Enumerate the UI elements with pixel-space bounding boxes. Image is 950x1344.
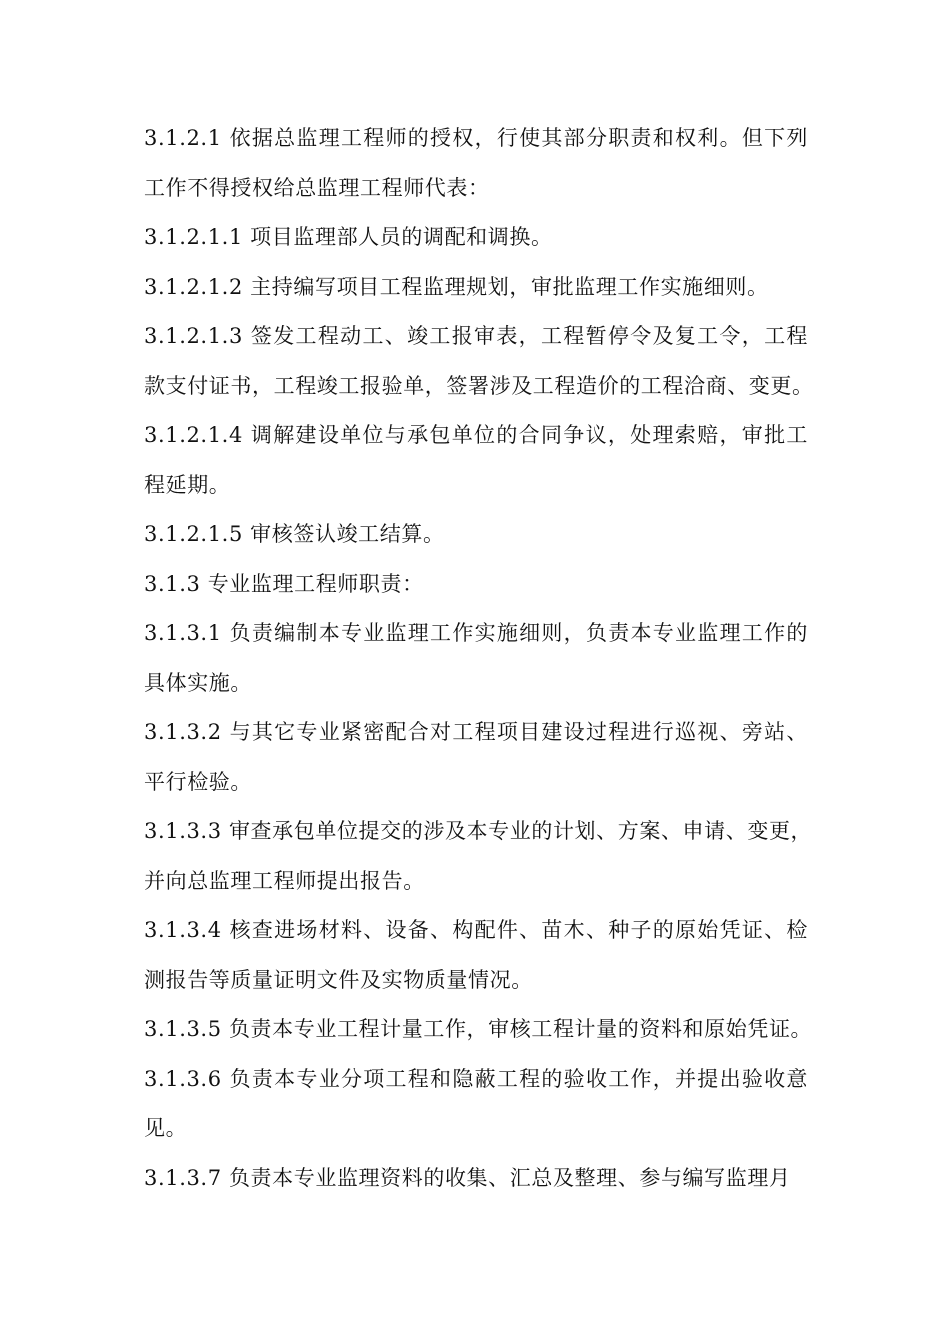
text-line: 3.1.3 专业监理工程师职责：	[144, 571, 424, 596]
text-line: 见。	[144, 1116, 188, 1140]
paragraph	[144, 807, 813, 906]
paragraph	[144, 906, 808, 1005]
paragraph	[144, 312, 814, 411]
text-line: 具体实施。	[144, 670, 252, 695]
paragraph	[144, 213, 808, 263]
text-line: 3.1.3.2 与其它专业紧密配合对工程项目建设过程进行巡视、旁站、	[144, 720, 808, 744]
text-line: 并向总监理工程师提出报告。	[144, 868, 425, 893]
text-line: 3.1.2.1.3 签发工程动工、竣工报审表，工程暂停令及复工令，工程	[144, 324, 808, 348]
text-line: 3.1.3.5 负责本专业工程计量工作，审核工程计量的资料和原始凭证。	[144, 1017, 813, 1041]
text-line: 3.1.3.4 核查进场材料、设备、构配件、苗木、种子的原始凭证、检	[144, 918, 808, 942]
paragraph	[144, 708, 808, 807]
paragraph	[144, 560, 808, 610]
paragraph	[144, 510, 808, 560]
paragraph	[144, 609, 808, 708]
paragraph	[144, 1055, 808, 1154]
paragraph	[144, 1154, 808, 1204]
text-line: 3.1.2.1.5 审核签认竣工结算。	[144, 522, 445, 546]
paragraph	[144, 411, 808, 510]
text-line: 3.1.2.1.1 项目监理部人员的调配和调换。	[144, 225, 553, 249]
text-line: 3.1.2.1.4 调解建设单位与承包单位的合同争议，处理索赔，审批工	[144, 423, 808, 447]
text-line: 工作不得授权给总监理工程师代表：	[144, 175, 490, 200]
paragraph	[144, 114, 808, 213]
text-line: 测报告等质量证明文件及实物质量情况。	[144, 967, 533, 992]
text-line: 3.1.3.3 审查承包单位提交的涉及本专业的计划、方案、申请、变更，	[144, 819, 813, 843]
text-line: 款支付证书，工程竣工报验单，签署涉及工程造价的工程洽商、变更。	[144, 373, 814, 398]
text-line: 3.1.3.7 负责本专业监理资料的收集、汇总及整理、参与编写监理月	[144, 1165, 791, 1190]
text-line: 3.1.2.1.2 主持编写项目工程监理规划，审批监理工作实施细则。	[144, 274, 769, 299]
text-line: 平行检验。	[144, 769, 252, 794]
text-line: 3.1.2.1 依据总监理工程师的授权，行使其部分职责和权利。但下列	[144, 126, 808, 150]
document-body	[144, 114, 814, 1203]
paragraph	[144, 263, 808, 313]
text-line: 程延期。	[144, 472, 231, 497]
text-line: 3.1.3.1 负责编制本专业监理工作实施细则，负责本专业监理工作的	[144, 621, 808, 645]
paragraph	[144, 1005, 813, 1055]
text-line: 3.1.3.6 负责本专业分项工程和隐蔽工程的验收工作，并提出验收意	[144, 1066, 808, 1091]
